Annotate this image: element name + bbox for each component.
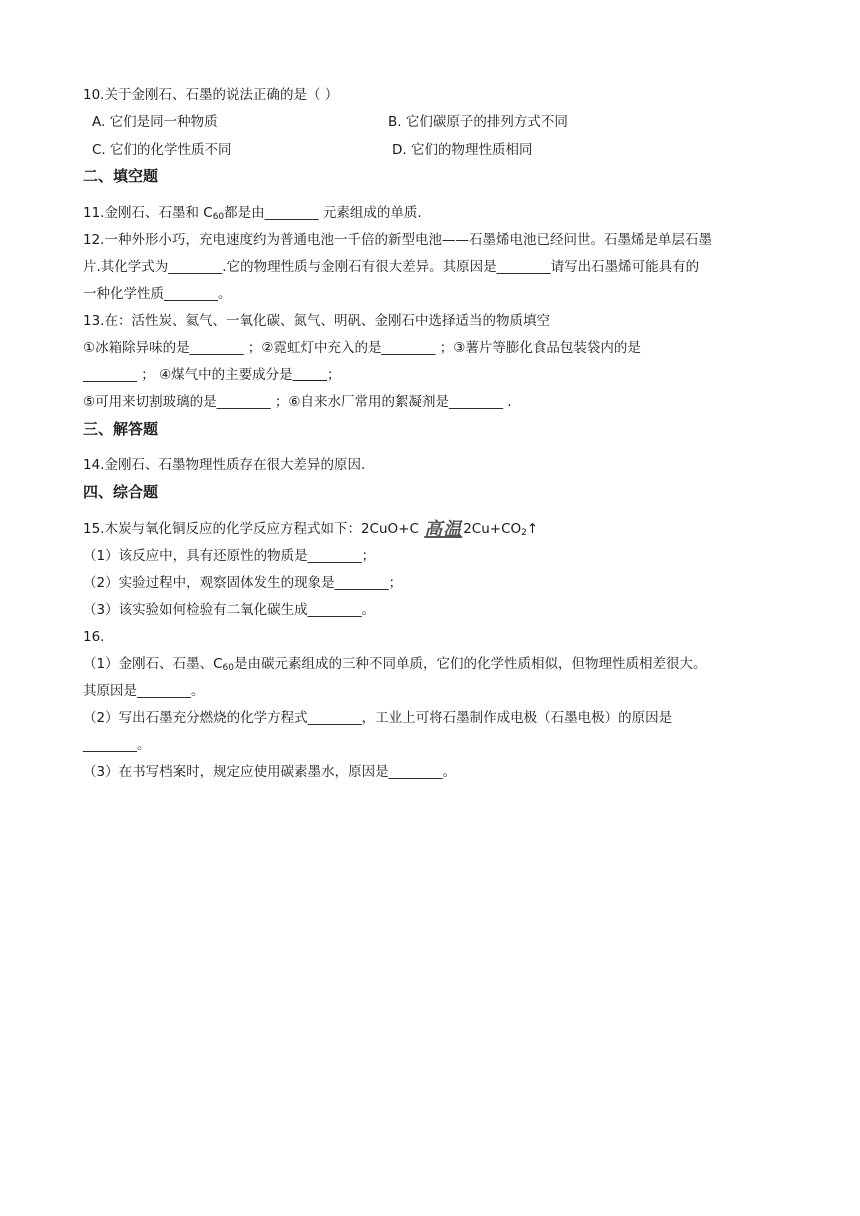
q15-text-a: 15.木炭与氧化铜反应的化学反应方程式如下：2CuO+C (83, 521, 424, 537)
q16-subscript: 60 (222, 663, 234, 673)
q10-option-b: B. 它们碳原子的排列方式不同 (388, 114, 568, 130)
q15-part-2: （2）实验过程中，观察固体发生的现象是________； (83, 575, 403, 591)
q16-part-2: （2）写出石墨充分燃烧的化学方程式________，工业上可将石墨制作成电极（石墨电极）的原因是 (83, 710, 673, 726)
q15-part-3: （3）该实验如何检验有二氧化碳生成________。 (83, 602, 376, 618)
q11-text-b: 都是由________ 元素组成的单质. (224, 205, 422, 221)
q15-text-b: 2Cu+CO (463, 521, 522, 537)
q13-line-1: 13.在：活性炭、氦气、一氧化碳、氮气、明矾、金刚石中选择适当的物质填空 (83, 313, 550, 329)
q16-part-3: （3）在书写档案时，规定应使用碳素墨水，原因是________。 (83, 764, 457, 780)
reaction-condition-high-temperature: 高温 (424, 519, 463, 540)
q10-option-c: C. 它们的化学性质不同 (92, 142, 232, 158)
q13-line-4: ⑤可用来切割玻璃的是________ ；⑥自来水厂常用的絮凝剂是________ . (83, 394, 512, 410)
section-fill-heading: 二、填空题 (83, 167, 159, 185)
q15-stem (83, 519, 538, 540)
section-comprehensive-heading: 四、综合题 (83, 483, 159, 501)
q15-part-1: （1）该反应中，具有还原性的物质是________； (83, 548, 376, 564)
q16-part-1-continued: 其原因是________。 (83, 683, 205, 699)
q13-line-3-b: ； (327, 367, 341, 383)
q16-part-1-b: 是由碳元素组成的三种不同单质，它们的化学性质相似，但物理性质相差很大。 (233, 656, 707, 672)
q16-part-1-a: （1）金刚石、石墨、C (83, 656, 223, 672)
q12-line-3: 一种化学性质________。 (83, 286, 232, 302)
q13-line-3 (83, 365, 341, 385)
q16-number: 16. (83, 629, 105, 645)
q15-arrow: ↑ (526, 521, 539, 537)
q13-underline-blank (293, 367, 327, 383)
q13-line-2: ①冰箱除异味的是________ ；②霓虹灯中充入的是________ ；③薯片等膨化食品包装袋内的是 (83, 340, 641, 356)
q10-stem: 10.关于金刚石、石墨的说法正确的是（ ） (83, 87, 339, 103)
q11-text-a: 11.金刚石、石墨和 C (83, 205, 213, 221)
section-answer-heading: 三、解答题 (83, 420, 159, 438)
q12-line-1: 12.一种外形小巧，充电速度约为普通电池一千倍的新型电池——石墨烯电池已经问世。石墨烯是单层石墨 (83, 232, 712, 248)
q14-stem: 14.金刚石、石墨物理性质存在很大差异的原因. (83, 457, 366, 473)
q13-line-3-a: ________ ； ④煤气中的主要成分是 (83, 367, 293, 383)
q16-part-1 (83, 654, 706, 674)
q11 (83, 203, 422, 223)
q10-option-a: A. 它们是同一种物质 (92, 114, 218, 130)
q15-subscript: 2 (521, 528, 527, 538)
q10-option-d: D. 它们的物理性质相同 (392, 142, 533, 158)
q11-subscript: 60 (212, 212, 225, 222)
q16-part-2-continued: ________。 (83, 737, 151, 753)
q12-line-2: 片.其化学式为________.它的物理性质与金刚石有很大差异。其原因是________请写出石墨烯可能具有的 (83, 259, 700, 275)
